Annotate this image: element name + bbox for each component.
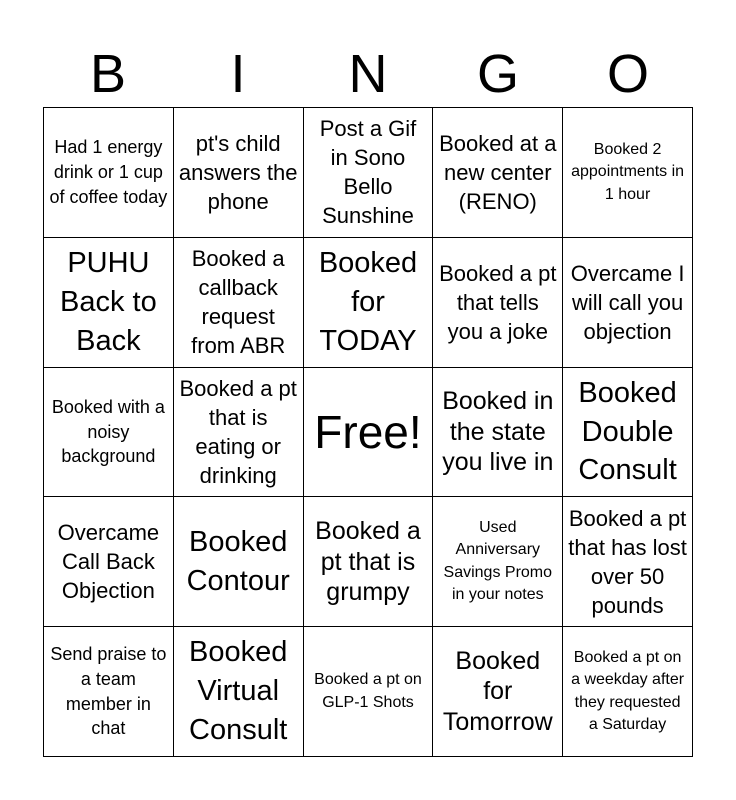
bingo-cell[interactable] [304, 497, 434, 627]
header-letter-g: G [476, 44, 519, 104]
cell-text: Booked at a new center (RENO) [439, 130, 557, 214]
cell-text: Booked with a noisy background [51, 397, 165, 467]
bingo-cell[interactable] [304, 238, 434, 368]
cell-text: Post a Gif in Sono Bello Sunshine [319, 116, 417, 229]
bingo-cell[interactable] [433, 368, 563, 498]
bingo-cell[interactable] [174, 627, 304, 757]
bingo-cell[interactable] [304, 108, 434, 238]
cell-text: Booked 2 appointments in 1 hour [571, 140, 685, 203]
free-space-cell[interactable] [304, 368, 434, 498]
cell-text: Booked Virtual Consult [189, 636, 288, 747]
header-letter-b: B [89, 44, 127, 104]
cell-text: Booked a pt that tells you a joke [439, 260, 557, 344]
bingo-cell[interactable] [174, 368, 304, 498]
header-letter-n: N [348, 44, 388, 104]
cell-text: Booked a pt that has lost over 50 pounds [568, 505, 687, 618]
bingo-cell[interactable] [304, 627, 434, 757]
cell-text: Overcame Call Back Objection [57, 520, 160, 604]
cell-text: Booked a pt that is eating or drinking [179, 375, 297, 489]
bingo-cell[interactable] [563, 368, 693, 498]
bingo-card-grid [43, 107, 693, 757]
cell-text: Send praise to a team member in chat [50, 644, 167, 739]
bingo-cell[interactable] [44, 368, 174, 498]
cell-text: Used Anniversary Savings Promo in your notes [443, 519, 553, 604]
cell-text: Booked a pt on a weekday after they requested a Saturday [571, 648, 685, 733]
bingo-cell[interactable] [174, 108, 304, 238]
cell-text: Booked in the state you live in [442, 387, 554, 477]
header-letter-o: O [606, 44, 649, 104]
cell-text: PUHU Back to Back [60, 246, 157, 357]
bingo-cell[interactable] [44, 108, 174, 238]
bingo-cell[interactable] [433, 108, 563, 238]
bingo-cell[interactable] [563, 627, 693, 757]
header-letter-i: I [230, 44, 246, 104]
bingo-cell[interactable] [433, 627, 563, 757]
cell-text: Booked a pt that is grumpy [315, 517, 421, 607]
cell-text: Booked for TODAY [318, 246, 418, 357]
cell-text: Booked Double Consult [578, 376, 677, 487]
cell-text: Booked Contour [186, 525, 290, 597]
cell-text: Overcame I will call you objection [570, 260, 685, 344]
bingo-cell[interactable] [174, 238, 304, 368]
bingo-cell[interactable] [433, 497, 563, 627]
cell-text: pt's child answers the phone [178, 130, 298, 214]
cell-text: Booked a pt on GLP-1 Shots [314, 671, 422, 711]
cell-text: Booked for Tomorrow [442, 646, 553, 736]
free-space-text: Free! [314, 405, 422, 458]
bingo-cell[interactable] [44, 627, 174, 757]
cell-text: Booked a callback request from ABR [191, 246, 286, 359]
bingo-cell[interactable] [44, 497, 174, 627]
bingo-cell[interactable] [433, 238, 563, 368]
cell-text: Had 1 energy drink or 1 cup of coffee today [49, 137, 168, 207]
bingo-cell[interactable] [563, 497, 693, 627]
bingo-cell[interactable] [563, 108, 693, 238]
bingo-cell[interactable] [44, 238, 174, 368]
bingo-header [43, 40, 693, 108]
bingo-cell[interactable] [174, 497, 304, 627]
bingo-cell[interactable] [563, 238, 693, 368]
